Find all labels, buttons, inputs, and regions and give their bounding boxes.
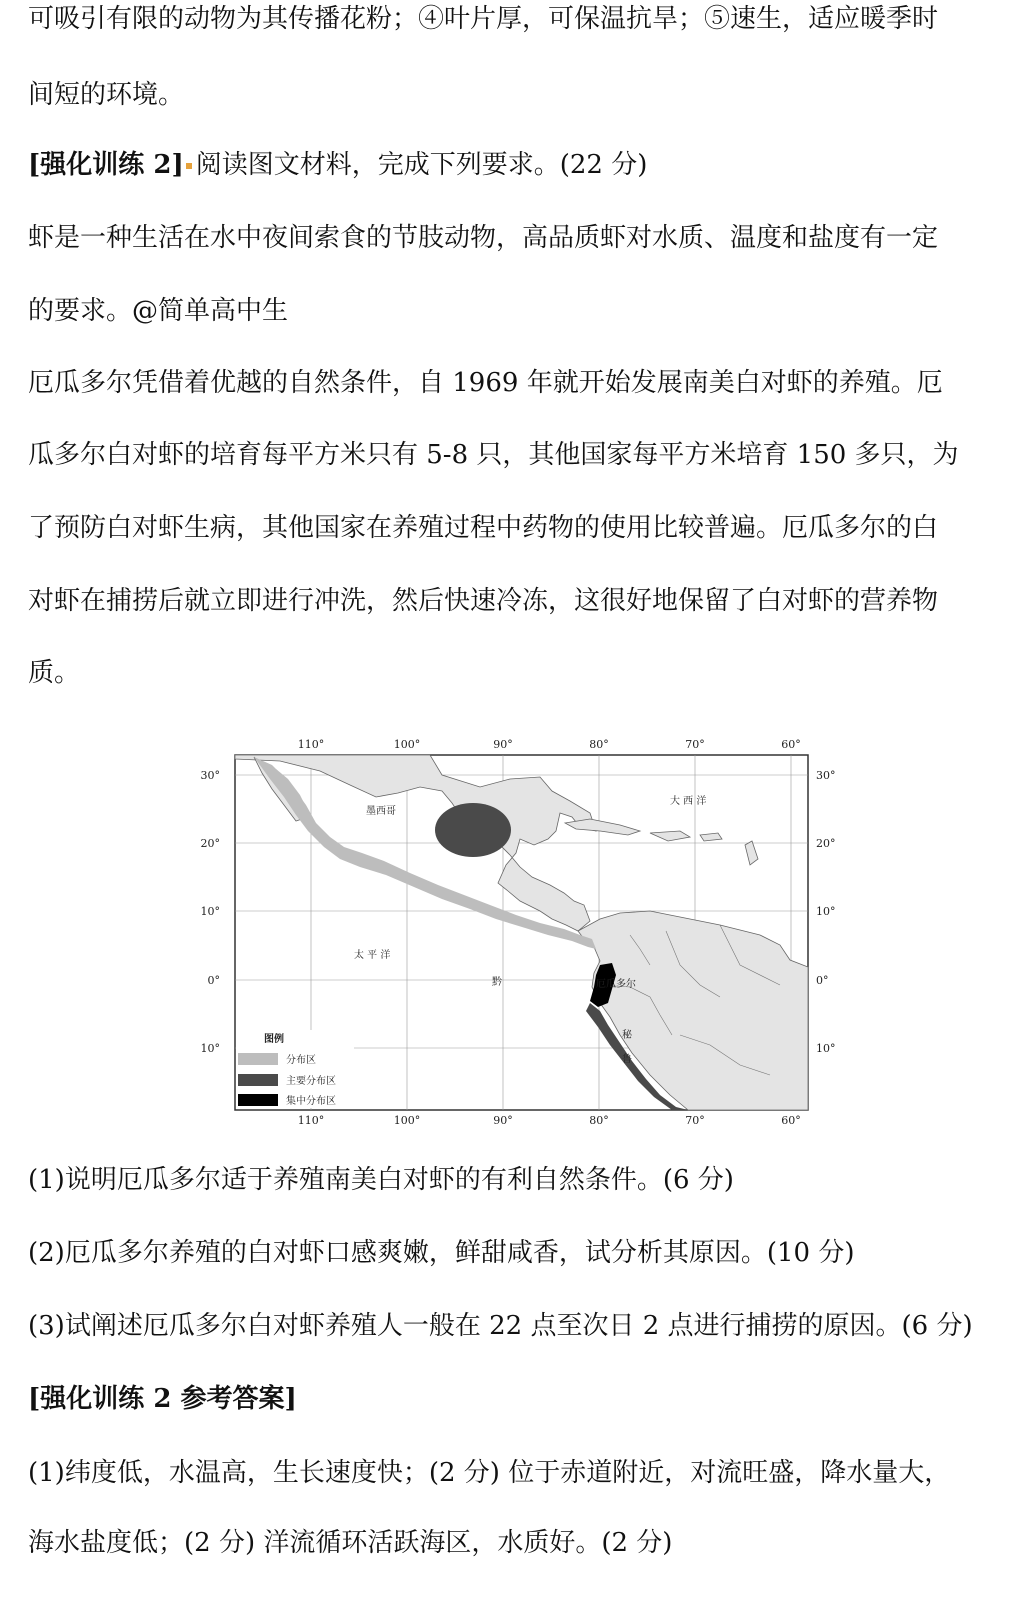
tick-label: 10° xyxy=(200,1042,220,1055)
shrimp-distribution-map xyxy=(180,735,845,1130)
tick-label: 60° xyxy=(781,738,801,751)
exercise-heading-line xyxy=(28,148,647,182)
text-line: 间短的环境。 xyxy=(28,80,185,110)
tick-label: 70° xyxy=(685,1114,705,1127)
map-legend xyxy=(236,1030,354,1108)
label-pacific: 太 平 洋 xyxy=(354,950,391,961)
paragraph-line: 对虾在捕捞后就立即进行冲洗，然后快速冷冻，这很好地保留了白对虾的营养物 xyxy=(28,586,939,616)
tick-label: 10° xyxy=(200,905,220,918)
paragraph-line: 瓜多尔白对虾的培育每平方米只有 5-8 只，其他国家每平方米培育 150 多只，为 xyxy=(28,440,959,470)
label-atlantic: 大 西 洋 xyxy=(670,796,707,807)
text-line: 可吸引有限的动物为其传播花粉；④叶片厚，可保温抗旱；⑤速生，适应暖季时 xyxy=(28,4,939,34)
question-3: (3)试阐述厄瓜多尔白对虾养殖人一般在 22 点至次日 2 点进行捕捞的原因。(6 分) xyxy=(28,1311,973,1341)
legend-label: 分布区 xyxy=(286,1055,316,1066)
label-peru: 鲁 xyxy=(622,1054,632,1065)
legend-swatch-main xyxy=(238,1074,278,1086)
paragraph-line: 了预防白对虾生病，其他国家在养殖过程中药物的使用比较普遍。厄瓜多尔的白 xyxy=(28,513,939,543)
tick-label: 10° xyxy=(816,1042,836,1055)
main-distribution-area xyxy=(435,803,511,857)
tick-label: 100° xyxy=(393,1114,421,1127)
tick-label: 70° xyxy=(685,738,705,751)
paragraph-line: 的要求。@简单高中生 xyxy=(28,296,289,326)
paragraph-line: 质。 xyxy=(28,658,81,688)
answer-heading: [强化训练 2 参考答案] xyxy=(28,1384,297,1414)
legend-swatch-concentrated xyxy=(238,1094,278,1106)
legend-swatch-distribution xyxy=(238,1053,278,1065)
paragraph-line: 厄瓜多尔凭借着优越的自然条件，自 1969 年就开始发展南美白对虾的养殖。厄 xyxy=(28,368,943,398)
exercise-heading: [强化训练 2] xyxy=(28,150,184,180)
tick-label: 20° xyxy=(200,837,220,850)
exercise-instruction: 阅读图文材料，完成下列要求。(22 分) xyxy=(195,150,648,180)
tick-label: 0° xyxy=(207,974,220,987)
label-ecuador: 厄瓜多尔 xyxy=(596,979,636,990)
tick-label: 90° xyxy=(493,738,513,751)
legend-label: 主要分布区 xyxy=(286,1076,336,1087)
label-mexico: 墨西哥 xyxy=(366,806,396,817)
tick-label: 10° xyxy=(816,905,836,918)
tick-label: 80° xyxy=(589,738,609,751)
legend-label: 集中分布区 xyxy=(286,1096,336,1107)
tick-label: 20° xyxy=(816,837,836,850)
tick-label: 30° xyxy=(200,769,220,782)
tick-label: 110° xyxy=(297,738,325,751)
question-2: (2)厄瓜多尔养殖的白对虾口感爽嫩，鲜甜咸香，试分析其原因。(10 分) xyxy=(28,1238,855,1268)
tick-label: 0° xyxy=(816,974,829,987)
answer-line: 海水盐度低；(2 分) 洋流循环活跃海区，水质好。(2 分) xyxy=(28,1528,673,1558)
tick-label: 80° xyxy=(589,1114,609,1127)
label-galapagos: 黔 xyxy=(492,977,502,988)
tick-label: 60° xyxy=(781,1114,801,1127)
tick-label: 30° xyxy=(816,769,836,782)
paragraph-line: 虾是一种生活在水中夜间索食的节肢动物，高品质虾对水质、温度和盐度有一定 xyxy=(28,223,939,253)
legend-title: 图例 xyxy=(264,1034,284,1045)
label-peru: 秘 xyxy=(622,1030,632,1041)
tick-label: 110° xyxy=(297,1114,325,1127)
tick-label: 90° xyxy=(493,1114,513,1127)
marker-icon xyxy=(186,163,192,169)
tick-label: 100° xyxy=(393,738,421,751)
question-1: (1)说明厄瓜多尔适于养殖南美白对虾的有利自然条件。(6 分) xyxy=(28,1165,734,1195)
answer-line: (1)纬度低，水温高，生长速度快；(2 分) 位于赤道附近，对流旺盛，降水量大， xyxy=(28,1458,951,1488)
